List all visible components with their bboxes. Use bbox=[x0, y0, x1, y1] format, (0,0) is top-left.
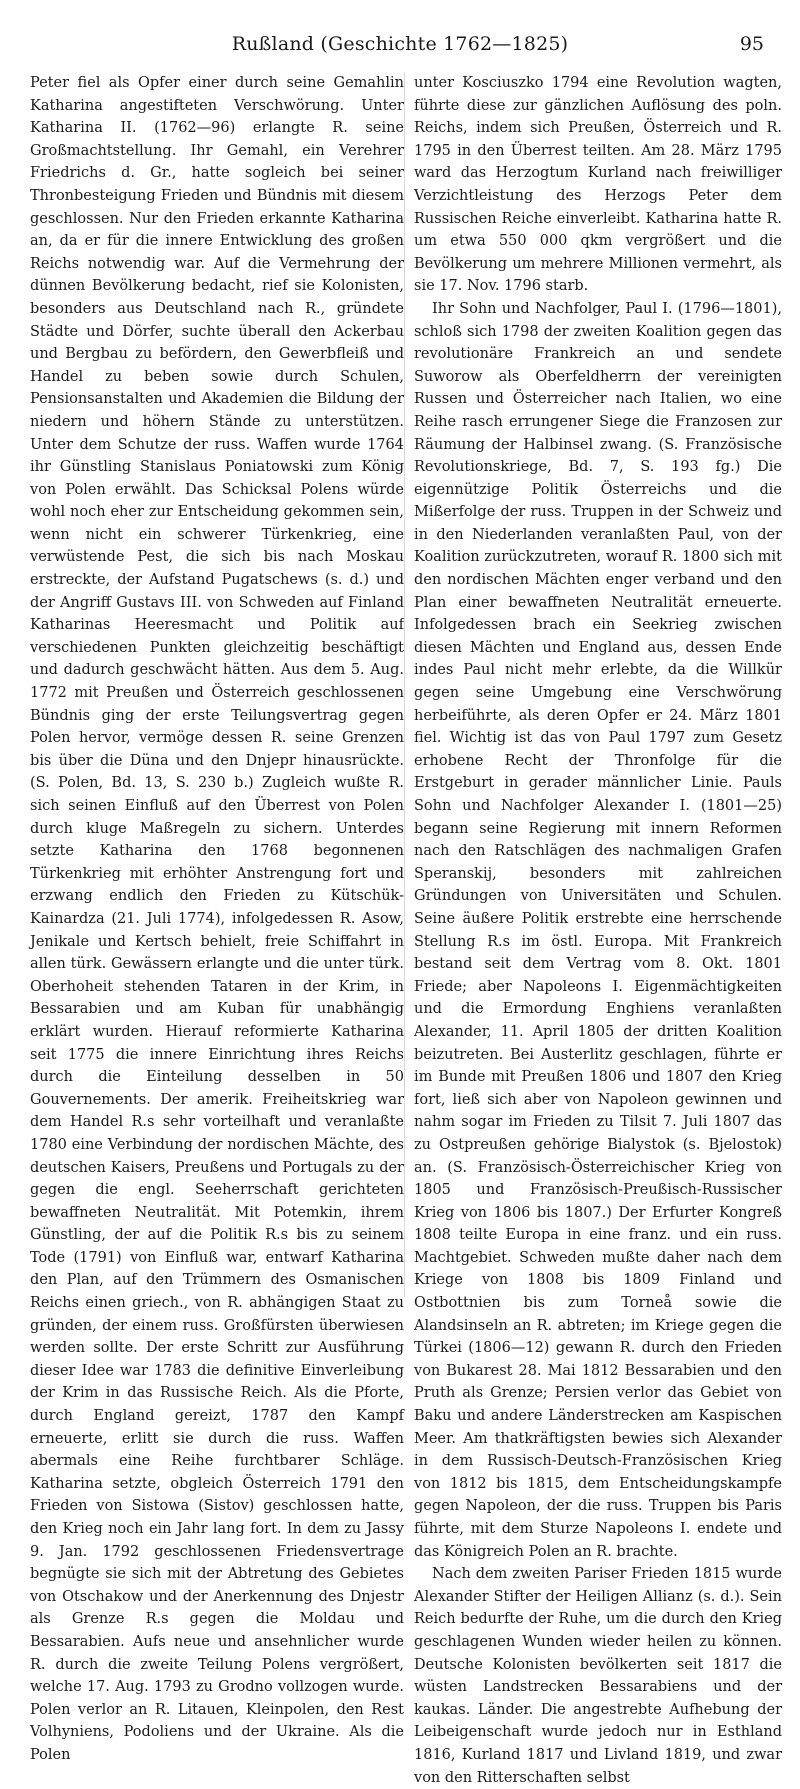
paragraph: Nach dem zweiten Pariser Frieden 1815 wurde Alexander Stifter der Heiligen Allianz (s. d.). Sein Reich bedurfte der Ruhe, um die durch den Krieg geschlagenen Wunden wieder heilen zu können. Deutsche Kolonisten bevölkerten seit 1817 die wüsten Landstrecken Bessarabiens und der kaukas. Länder. Die angestrebte Aufhebung der Leibeigenschaft wurde jedoch nur in Esthland 1816, Kurland 1817 und Livland 1819, und zwar von den Ritterschaften selbst bbox=[414, 1566, 782, 1786]
paragraph: unter Kosciuszko 1794 eine Revolution wagten, führte diese zur gänzlichen Auflösung des poln. Reichs, indem sich Preußen, Österreich und R. 1795 in den Überrest teilten. Am 28. März 1795 ward das Herzogtum Kurland nach freiwilliger Verzichtleistung des Herzogs Peter dem Russischen Reiche einverleibt. Katharina hatte R. um etwa 550 000 qkm vergrößert und die Bevölkerung um mehrere Millionen vermehrt, als sie 17. Nov. 1796 starb. bbox=[414, 75, 782, 295]
left-column bbox=[30, 72, 404, 1763]
page-header bbox=[0, 33, 800, 61]
running-title: Rußland (Geschichte 1762—1825) bbox=[231, 33, 569, 55]
page-number: 95 bbox=[739, 33, 764, 55]
paragraph: Ihr Sohn und Nachfolger, Paul I. (1796—1801), schloß sich 1798 der zweiten Koalition gegen das revolutionäre Frankreich an und sendete Suworow als Oberfeldherrn der vereinigten Russen und Österreicher nach Italien, wo eine Reihe rasch errungener Siege die Franzosen zur Räumung der Halbinsel zwang. (S. Französische Revolutionskriege, Bd. 7, S. 193 fg.) Die eigennützige Politik Österreichs und die Mißerfolge der russ. Truppen in der Schweiz und in den Niederlanden veranlaßten Paul, von der Koalition zurückzutreten, worauf R. 1800 sich mit den nordischen Mächten enger verband und den Plan einer bewaffneten Neutralität erneuerte. Infolgedessen brach ein Seekrieg zwischen diesen Mächten und England aus, dessen Ende indes Paul nicht mehr erlebte, da die Willkür gegen seine Umgebung eine Verschwörung herbeiführte, als deren Opfer er 24. März 1801 fiel. Wichtig ist das von Paul 1797 zum Gesetz erhobene Recht der Thronfolge für die Erstgeburt in gerader männlicher Linie. Pauls Sohn und Nachfolger Alexander I. (1801—25) begann seine Regierung mit innern Reformen nach den Ratschlägen des nachmaligen Grafen Speranskij, besonders mit zahlreichen Gründungen von Universitäten und Schulen. Seine äußere Politik erstrebte eine herrschende Stellung R.s im östl. Europa. Mit Frankreich bestand seit dem Vertrag vom 8. Okt. 1801 Friede; aber Napoleons I. Eigenmächtigkeiten und die Ermordung Enghiens veranlaßten Alexander, 11. April 1805 der dritten Koalition beizutreten. Bei Austerlitz geschlagen, führte er im Bunde mit Preußen 1806 und 1807 den Krieg fort, ließ sich aber von Napoleon gewinnen und nahm sogar im Frieden zu Tilsit 7. Juli 1807 das zu Ostpreußen gehörige Bialystok (s. Bjelostok) an. (S. Französisch-Österreichischer Krieg von 1805 und Französisch-Preußisch-Russischer Krieg von 1806 bis 1807.) Der Erfurter Kongreß 1808 teilte Europa in eine franz. und ein russ. Machtgebiet. Schweden mußte daher nach dem Kriege von 1808 bis 1809 Finland und Ostbottnien bis zum Torneå sowie die Alandsinseln an R. abtreten; im Kriege gegen die Türkei (1806—12) gewann R. durch den Frieden von Bukarest 28. Mai 1812 Bessarabien und den Pruth als Grenze; Persien verlor das Gebiet von Baku und andere Länderstrecken am Kaspischen Meer. Am thatkräftigsten bewies sich Alexander in dem Russisch-Deutsch-Französischen Krieg von 1812 bis 1815, dem Entscheidungskampfe gegen Napoleon, der die russ. Truppen bis Paris führte, mit dem Sturze Napoleons I. endete und das Königreich Polen an R. brachte. bbox=[414, 300, 782, 1560]
right-column bbox=[414, 72, 782, 1786]
column-divider bbox=[404, 72, 405, 1297]
paragraph: Peter fiel als Opfer einer durch seine Gemahlin Katharina angestifteten Verschwörung. Unter Katharina II. (1762—96) erlangte R. seine Großmachtstellung. Ihr Gemahl, ein Verehrer Friedrichs d. Gr., hatte sogleich bei seiner Thronbesteigung Frieden und Bündnis mit diesem geschlossen. Nur den Frieden erkannte Katharina an, da er für die innere Entwicklung des großen Reichs notwendig war. Auf die Vermehrung der dünnen Bevölkerung bedacht, rief sie Kolonisten, besonders aus Deutschland nach R., gründete Städte und Dörfer, suchte überall den Ackerbau und Bergbau zu befördern, den Gewerbfleiß und Handel zu beben sowie durch Schulen, Pensionsanstalten und Akademien die Bildung der niedern und höhern Stände zu unterstützen. Unter dem Schutze der russ. Waffen wurde 1764 ihr Günstling Stanislaus Poniatowski zum König von Polen erwählt. Das Schicksal Polens würde wohl noch eher zur Entscheidung gekommen sein, wenn nicht ein schwerer Türkenkrieg, eine verwüstende Pest, die sich bis nach Moskau erstreckte, der Aufstand Pugatschews (s. d.) und der Angriff Gustavs III. von Schweden auf Finland Katharinas Heeresmacht und Politik auf verschiedenen Punkten gleichzeitig beschäftigt und dadurch geschwächt hätten. Aus dem 5. Aug. 1772 mit Preußen und Österreich geschlossenen Bündnis ging der erste Teilungsvertrag gegen Polen hervor, vermöge dessen R. seine Grenzen bis über die Düna und den Dnjepr hinausrückte. (S. Polen, Bd. 13, S. 230 b.) Zugleich wußte R. sich seinen Einfluß auf den Überrest von Polen durch kluge Maßregeln zu sichern. Unterdes setzte Katharina den 1768 begonnenen Türkenkrieg mit erhöhter Anstrengung fort und erzwang endlich den Frieden zu Kütschük-Kainardza (21. Juli 1774), infolgedessen R. Asow, Jenikale und Kertsch behielt, freie Schiffahrt in allen türk. Gewässern erlangte und die unter türk. Oberhoheit stehenden Tataren in der Krim, in Bessarabien und am Kuban für unabhängig erklärt wurden. Hierauf reformierte Katharina seit 1775 die innere Einrichtung ihres Reichs durch die Einteilung desselben in 50 Gouvernements. Der amerik. Freiheitskrieg war dem Handel R.s sehr vorteilhaft und veranlaßte 1780 eine Verbindung der nordischen Mächte, des deutschen Kaisers, Preußens und Portugals zu der gegen die engl. Seeherrschaft gerichteten bewaffneten Neutralität. Mit Potemkin, ihrem Günstling, der auf die Politik R.s bis zu seinem Tode (1791) von Einfluß war, entwarf Katharina den Plan, auf den Trümmern des Osmanischen Reichs einen griech., von R. abhängigen Staat zu gründen, der einem russ. Großfürsten überwiesen werden sollte. Der erste Schritt zur Ausführung dieser Idee war 1783 die definitive Einverleibung der Krim in das Russische Reich. Als die Pforte, durch England gereizt, 1787 den Kampf erneuerte, erlitt sie durch die russ. Waffen abermals eine Reihe furchtbarer Schläge. Katharina setzte, obgleich Österreich 1791 den Frieden von Sistowa (Sistov) geschlossen hatte, den Krieg noch ein Jahr lang fort. In dem zu Jassy 9. Jan. 1792 geschlossenen Friedensvertrage begnügte sie sich mit der Abtretung des Gebietes von Otschakow und der Anerkennung des Dnjestr als Grenze R.s gegen die Moldau und Bessarabien. Aufs neue und ansehnlicher wurde R. durch die zweite Teilung Polens vergrößert, welche 17. Aug. 1793 zu Grodno vollzogen wurde. Polen verlor an R. Litauen, Kleinpolen, den Rest Volhyniens, Podoliens und der Ukraine. Als die Polen bbox=[30, 75, 404, 1763]
